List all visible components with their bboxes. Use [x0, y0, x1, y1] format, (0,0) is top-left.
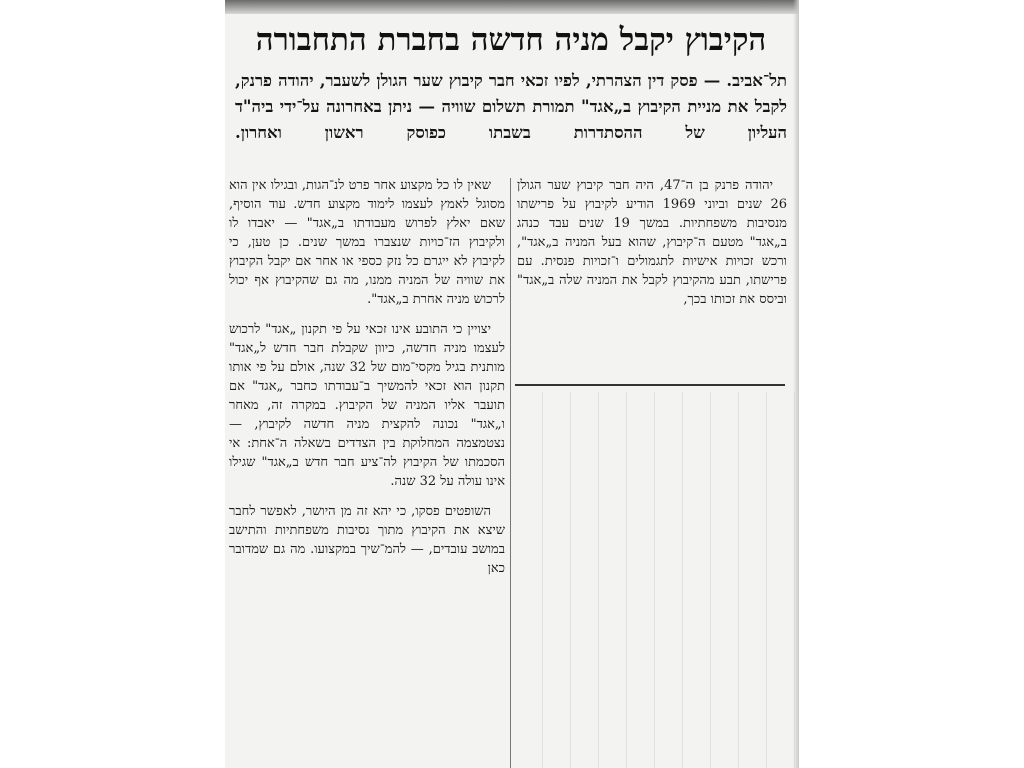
paper-edge-shadow [793, 0, 799, 768]
headline: הקיבוץ יקבל מניה חדשה בחברת התחבורה [255, 22, 767, 58]
lead-text: פסק דין הצהרתי, לפיו זכאי חבר קיבוץ שער הגולן לשעבר, יהודה פרנק, לקבל את מניית הקיבוץ ב„אגד" תמורת תשלום שוויה — ניתן באחרונה על־ידי ביה"ד העליון של ההסתדרות בשבתו כפוסק ראשון ואחרון. [235, 71, 787, 142]
lead-paragraph [235, 68, 787, 172]
dateline: תל־אביב. — [703, 71, 787, 90]
left-column-paragraph: השופטים פסקו, כי יהא זה מן היושר, לאפשר לחבר שיצא את הקיבוץ מתוך נסיבות משפחתיות והתישב במושב עובדים, — להמ־שיך במקצועו. מה גם שמדובר כאן [229, 504, 505, 576]
column-divider [510, 178, 511, 768]
article-end-rule [515, 384, 785, 386]
right-column [517, 176, 787, 382]
left-column [229, 176, 505, 768]
blank-paper-area [515, 392, 797, 768]
newspaper-clipping [225, 0, 799, 768]
torn-top-edge [225, 0, 799, 14]
right-column-paragraph: יהודה פרנק בן ה־47, היה חבר קיבוץ שער הגולן 26 שנים וביוני 1969 הודיע לקיבוץ על פרישתו מנסיבות משפחתיות. במשך 19 שנים עבד כנהג ב„אגד" מטעם ה־קיבוץ, שהוא בעל המניה ב„אגד", ורכש זכויות אישיות לתגמולים ו־זכויות פנסית. עם פרישתו, תבע מהקיבוץ לקבל את המניה שלה ב„אגד" וביסס את זכותו בכך, [517, 178, 787, 307]
left-column-paragraph: שאין לו כל מקצוע אחר פרט לנ־הגות, ובגילו אין הוא מסוגל לאמץ לעצמו לימוד מקצוע חדש. עוד הוסיף, שאם יאלץ לפרוש מעבודתו ב„אגד" — יאבדו לו ולקיבוץ הז־כויות שנצברו במשך שנים. כן טען, כי לקיבוץ לא ייגרם כל נזק כספי או אחר אם יקבל הקיבוץ את שוויה של המניה ממנו, מה גם שהקיבוץ אף יכול לרכוש מניה אחרת ב„אגד". [229, 178, 505, 307]
left-column-paragraph: יצויין כי התובע אינו זכאי על פי תקנון „אגד" לרכוש לעצמו מניה חדשה, כיוון שקבלת חבר חדש ל„אגד" מותנית בגיל מקסי־מום של 32 שנה, אולם על פי אותו תקנון הוא זכאי להמשיך ב־עבודתו כחבר „אגד" אם תועבר אליו המניה של הקיבוץ. במקרה זה, מאחר ו„אגד" נכונה להקצית מניה חדשה לקיבוץ, — נצטמצמה המחלוקת בין הצדדים בשאלה ה־אחת: אי הסכמתו של הקיבוץ לה־ציע חבר חדש ב„אגד" שגילו אינו עולה על 32 שנה. [229, 322, 505, 489]
